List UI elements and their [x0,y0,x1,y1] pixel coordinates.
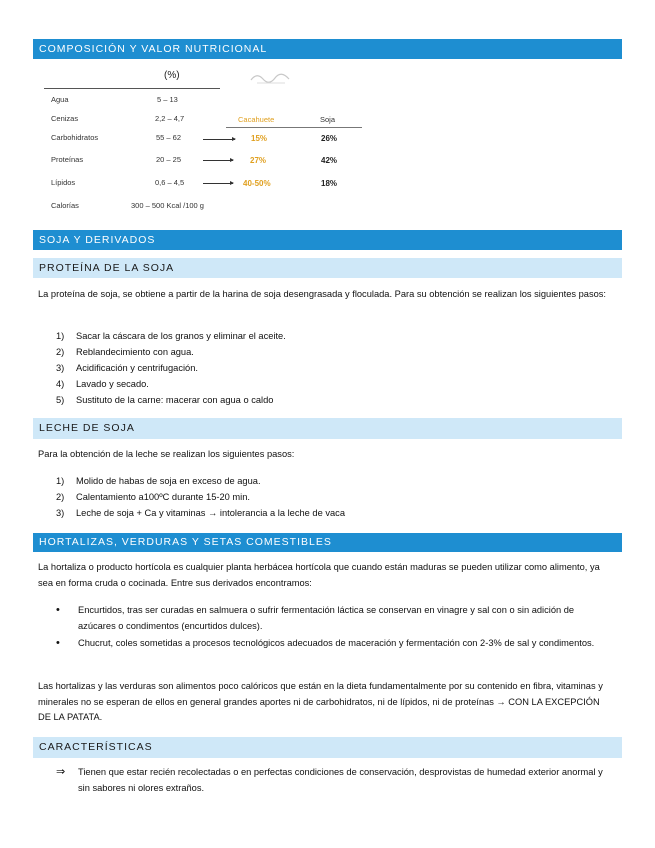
proteina-intro: La proteína de soja, se obtiene a partir de la harina de soja desengrasada y floculada. Para su obtención se realizan los siguientes pasos: [38,289,606,299]
hortalizas-intro: La hortaliza o producto hortícola es cualquier planta herbácea hortícola que cuando están maduras se pueden utilizar como alimento, ya sea en forma cruda o cocinada. Entre sus derivados encontramos: [38,562,600,588]
comparison-soja-value: 26% [321,134,338,143]
list-item: 2) Calentamiento a100ºC durante 15-20 min. [56,492,250,502]
proteina-steps [56,328,286,408]
comparison-header-soja: Soja [320,115,336,124]
bullet-icon: • [56,604,60,616]
leche-intro: Para la obtención de la leche se realizan los siguientes pasos: [38,449,295,459]
arrow-icon [203,183,233,184]
table-row-value: 2,2 – 4,7 [155,114,185,123]
comparison-cacahuete-value: 15% [251,134,268,143]
comparison-soja-value: 18% [321,179,338,188]
double-arrow-icon: ⇒ [56,766,66,778]
comparison-cacahuete-value: 27% [250,156,267,165]
arrow-icon [203,139,235,140]
caracteristicas-item [56,765,612,796]
subsection-header-proteina: PROTEÍNA DE LA SOJA [33,258,622,278]
list-item: 2) Reblandecimiento con agua. [56,347,194,357]
logo-image [249,70,293,86]
table-rule [44,88,220,89]
hortalizas-outro: Las hortalizas y las verduras son alimentos poco calóricos que están en la dieta fundamentalmente por su contenido en fibra, vitaminas y minerales no se esperan de ellos en general grandes aportes ni de carbohidratos, ni de lípidos, ni de proteínas → CON LA EXCEPCIÓN DE LA PATATA. [38,681,603,722]
leche-steps [56,473,345,521]
table-row-label: Agua [51,95,69,104]
table-row-value: 300 – 500 Kcal /100 g [131,201,204,210]
table-row-value: 5 – 13 [157,95,178,104]
table-row-label: Cenizas [51,114,79,123]
list-item: • Chucrut, coles sometidas a procesos tecnológicos adecuados de maceración y fermentación con 2-3% de sal y condimentos. [56,636,611,652]
arrow-icon [203,160,233,161]
table-row-label: Carbohidratos [51,133,99,142]
table-row-label: Lípidos [51,178,76,187]
bullet-icon: • [56,637,60,649]
list-item: 1) Sacar la cáscara de los granos y eliminar el aceite. [56,331,286,341]
list-item: 3) Acidificación y centrifugación. [56,363,198,373]
table-row-label: Proteínas [51,155,84,164]
table-row-value: 55 – 62 [156,133,182,142]
list-item: • Encurtidos, tras ser curadas en salmuera o sufrir fermentación láctica se conservan en vinagre y sal con o sin adición de azúcares o condimentos (encurtidos dulces). [56,603,611,634]
hortalizas-bullets [56,603,611,654]
comparison-header-cacahuete: Cacahuete [238,115,275,124]
section-header-hortalizas: HORTALIZAS, VERDURAS Y SETAS COMESTIBLES [33,533,622,552]
list-item: 5) Sustituto de la carne: macerar con agua o caldo [56,395,274,405]
table-row-label: Calorías [51,201,79,210]
subsection-header-caracteristicas: CARACTERÍSTICAS [33,737,622,758]
comparison-soja-value: 42% [321,156,338,165]
comparison-rule [226,127,362,128]
table-header: (%) [164,70,180,81]
comparison-cacahuete-value: 40-50% [243,179,271,188]
caracteristicas-text: Tienen que estar recién recolectadas o en perfectas condiciones de conservación, desprovistas de humedad exterior anormal y sin sabores ni olores extraños. [78,767,603,793]
list-item: 1) Molido de habas de soja en exceso de agua. [56,476,261,486]
list-item: 3) Leche de soja + Ca y vitaminas → intolerancia a la leche de vaca [56,508,345,518]
section-header-soja: SOJA Y DERIVADOS [33,230,622,250]
subsection-header-leche: LECHE DE SOJA [33,418,622,439]
section-header-composicion: COMPOSICIÓN Y VALOR NUTRICIONAL [33,39,622,59]
table-row-value: 0,6 – 4,5 [155,178,185,187]
list-item: 4) Lavado y secado. [56,379,149,389]
table-row-value: 20 – 25 [156,155,182,164]
